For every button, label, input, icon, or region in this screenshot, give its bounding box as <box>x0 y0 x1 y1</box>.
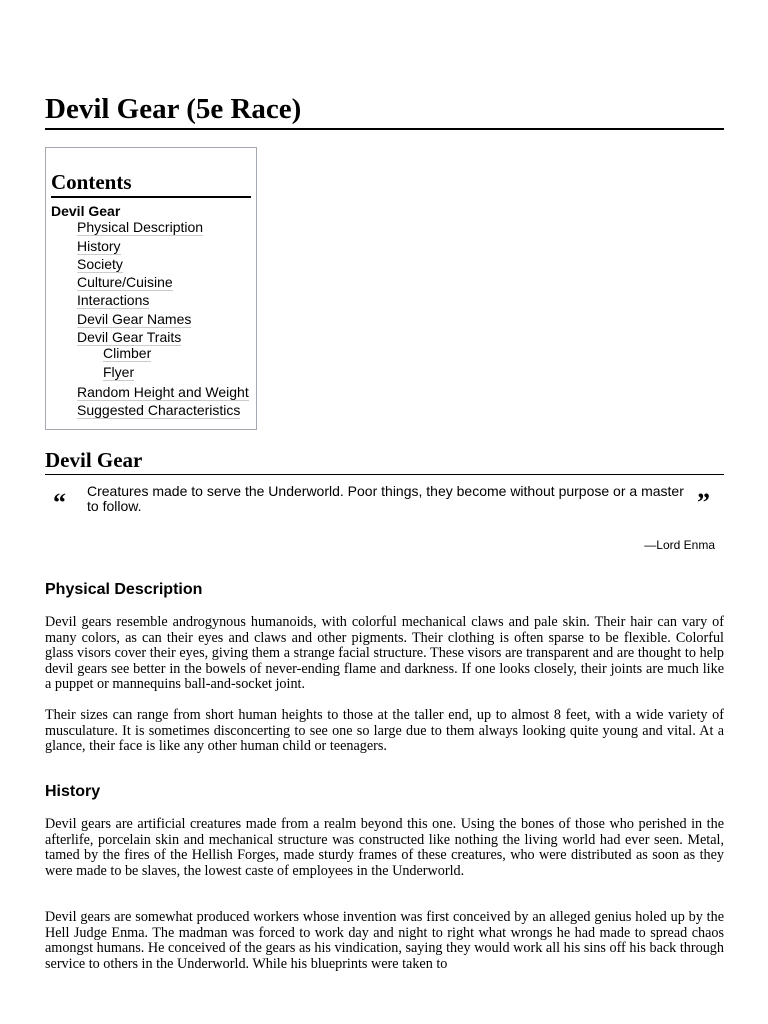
heading-history: History <box>45 783 101 800</box>
close-quote-icon: ” <box>697 488 710 517</box>
table-of-contents <box>45 147 257 430</box>
section-title-devil-gear: Devil Gear <box>45 448 724 475</box>
physical-description-paragraph-2: Their sizes can range from short human heights to those at the taller end, up to almost 8 feet, with a wide variety of musculature. It is sometimes disconcerting to see one so large due to them always looking quite young and vital. At a glance, their face is like any other human child or teenagers. <box>45 707 724 755</box>
toc-link-devil-gear-traits[interactable]: Devil Gear Traits <box>77 329 182 345</box>
history-paragraph-2: Devil gears are somewhat produced workers whose invention was first conceived by an alleged genius holed up by the Hell Judge Enma. The madman was forced to work day and night to right what wrongs he had made to spread chaos amongst humans. He conceived of the gears as his vindication, saying they would work all his sins off his back through service to others in the Underworld. While his blueprints were taken to <box>45 909 724 972</box>
toc-link-physical-description[interactable]: Physical Description <box>77 219 204 235</box>
toc-link-society[interactable]: Society <box>77 256 123 272</box>
toc-link-climber[interactable]: Climber <box>103 345 152 361</box>
toc-link-devil-gear[interactable]: Devil Gear <box>51 203 121 219</box>
toc-link-interactions[interactable]: Interactions <box>77 292 150 308</box>
heading-physical-description: Physical Description <box>45 581 203 598</box>
open-quote-icon: “ <box>53 488 66 517</box>
toc-link-flyer[interactable]: Flyer <box>103 364 135 380</box>
quote-author: —Lord Enma <box>644 538 715 552</box>
history-paragraph-1: Devil gears are artificial creatures made from a realm beyond this one. Using the bones of those who perished in the afterlife, porcelain skin and mechanical structure was constructed like nothing the living world had ever seen. Metal, tamed by the fires of the Hellish Forges, made sturdy frames of these creatures, who were distributed as soon as they were made to be slaves, the lowest caste of employees in the Underworld. <box>45 816 724 879</box>
toc-link-suggested-characteristics[interactable]: Suggested Characteristics <box>77 402 241 418</box>
toc-title: Contents <box>51 170 251 198</box>
quote-text: Creatures made to serve the Underworld. Poor things, they become without purpose or a master to follow. <box>87 483 684 514</box>
toc-link-devil-gear-names[interactable]: Devil Gear Names <box>77 311 192 327</box>
quote-block <box>45 482 724 552</box>
toc-link-culture-cuisine[interactable]: Culture/Cuisine <box>77 274 173 290</box>
toc-link-random-height-and-weight[interactable]: Random Height and Weight <box>77 384 249 400</box>
toc-link-history[interactable]: History <box>77 238 121 254</box>
page-title: Devil Gear (5e Race) <box>45 92 724 130</box>
physical-description-paragraph-1: Devil gears resemble androgynous humanoids, with colorful mechanical claws and pale skin. Their hair can vary of many colors, as can their eyes and claws and other pigments. Their clothing is often sparse to be flexible. Colorful glass visors cover their eyes, giving them a strange facial structure. These visors are transparent and are thought to help devil gears see better in the bowels of never-ending flame and darkness. If one looks closely, their joints are much like a puppet or mannequins ball-and-socket joint. <box>45 614 724 693</box>
